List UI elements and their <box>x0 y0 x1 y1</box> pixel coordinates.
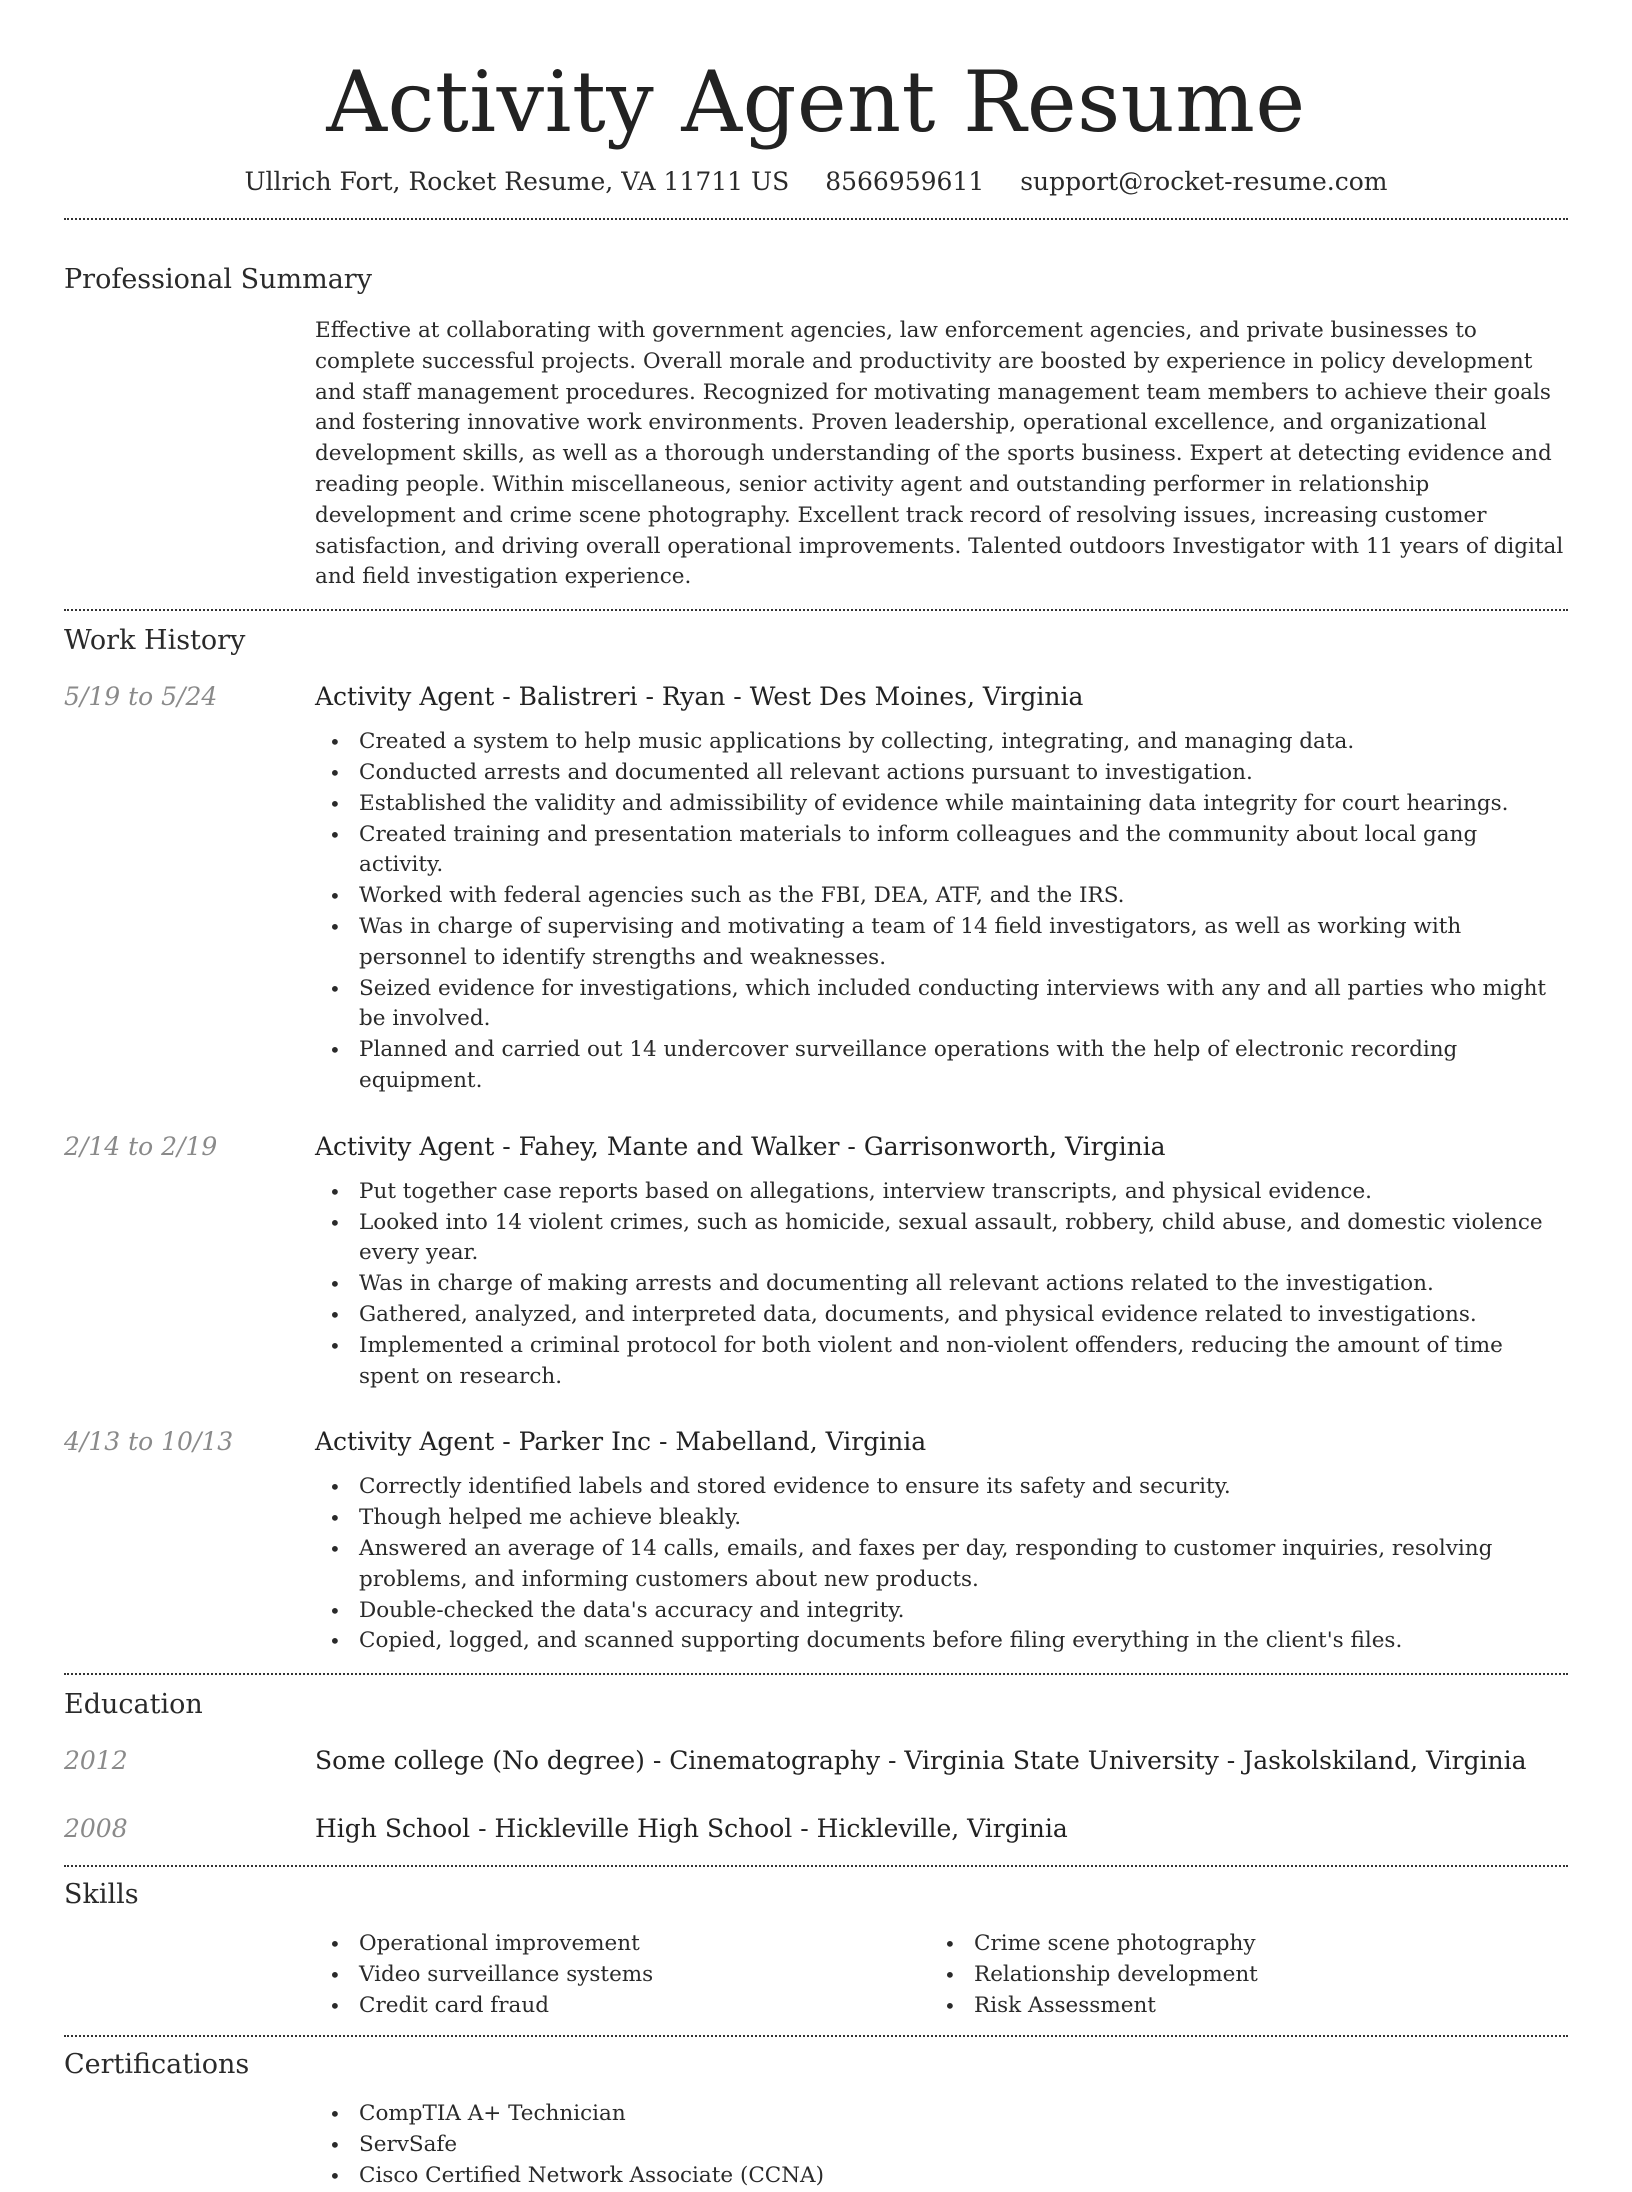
list-item: • Gathered, analyzed, and interpreted data, documents, and physical evidence related to investigations. <box>315 1300 1568 1331</box>
divider <box>64 2035 1568 2037</box>
list-item: • ServSafe <box>315 2130 1568 2161</box>
section-title-certifications: Certifications <box>64 2049 250 2081</box>
list-item: • Conducted arrests and documented all relevant actions pursuant to investigation. <box>315 758 1568 789</box>
list-item: • Implemented a criminal protocol for both violent and non-violent offenders, reducing the amount of time spent on research. <box>315 1331 1568 1393</box>
list-item: • Created training and presentation materials to inform colleagues and the community about local gang activity. <box>315 820 1568 882</box>
list-item: • Put together case reports based on allegations, interview transcripts, and physical evidence. <box>315 1177 1568 1208</box>
list-item: • Double-checked the data's accuracy and integrity. <box>315 1596 1568 1627</box>
job-entry <box>64 679 1568 1097</box>
list-item: • Relationship development <box>930 1960 1545 1991</box>
list-item: • Operational improvement <box>315 1929 930 1960</box>
list-item: • Risk Assessment <box>930 1991 1545 2022</box>
list-item: • Credit card fraud <box>315 1991 930 2022</box>
list-item: • Cisco Certified Network Associate (CCNA) <box>315 2161 1568 2192</box>
job-title: Activity Agent - Balistreri - Ryan - West Des Moines, Virginia <box>315 682 1084 712</box>
job-bullets <box>315 1472 1568 1657</box>
resume-title: Activity Agent Resume <box>326 53 1306 151</box>
job-entry <box>64 1424 1568 1657</box>
list-item: • Created a system to help music applications by collecting, integrating, and managing data. <box>315 727 1568 758</box>
education-title: High School - Hickleville High School - Hickleville, Virginia <box>315 1814 1068 1844</box>
list-item: • Copied, logged, and scanned supporting documents before filing everything in the client's files. <box>315 1626 1568 1657</box>
section-title-summary: Professional Summary <box>64 264 372 295</box>
job-dates: 4/13 to 10/13 <box>64 1427 234 1457</box>
summary-text: Effective at collaborating with government agencies, law enforcement agencies, and private businesses to complete successful projects. Overall morale and productivity are boosted by experience in policy development and staff management procedures. Recognized for motivating management team members to achieve their goals and fostering innovative work environments. Proven leadership, operational excellence, and organizational development skills, as well as a thorough understanding of the sports business. Expert at detecting evidence and reading people. Within miscellaneous, senior activity agent and outstanding performer in relationship development and crime scene photography. Excellent track record of resolving issues, increasing customer satisfaction, and driving overall operational improvements. Talented outdoors Investigator with 11 years of digital and field investigation experience. <box>315 318 1564 590</box>
list-item: • Worked with federal agencies such as the FBI, DEA, ATF, and the IRS. <box>315 881 1568 912</box>
education-title: Some college (No degree) - Cinematography - Virginia State University - Jaskolskiland, Virginia <box>315 1746 1527 1776</box>
contact-phone: 8566959611 <box>825 167 985 196</box>
job-bullets <box>315 727 1568 1097</box>
contact-email: support@rocket-resume.com <box>1020 167 1388 196</box>
list-item: • Though helped me achieve bleakly. <box>315 1503 1568 1534</box>
skills-column-left <box>315 1929 930 2021</box>
list-item: • Crime scene photography <box>930 1929 1545 1960</box>
list-item: • Established the validity and admissibility of evidence while maintaining data integrity for court hearings. <box>315 789 1568 820</box>
job-dates: 2/14 to 2/19 <box>64 1131 218 1161</box>
education-year: 2008 <box>64 1814 128 1844</box>
job-title: Activity Agent - Parker Inc - Mabelland, Virginia <box>315 1427 927 1457</box>
certifications-list <box>315 2099 1568 2191</box>
list-item: • Planned and carried out 14 undercover surveillance operations with the help of electronic recording equipment. <box>315 1035 1568 1097</box>
job-title: Activity Agent - Fahey, Mante and Walker - Garrisonworth, Virginia <box>315 1131 1166 1161</box>
section-title-skills: Skills <box>64 1879 139 1911</box>
resume-page <box>64 0 1568 2192</box>
contact-address: Ullrich Fort, Rocket Resume, VA 11711 US <box>244 167 790 196</box>
list-item: • Was in charge of supervising and motivating a team of 14 field investigators, as well as working with personnel to identify strengths and weaknesses. <box>315 912 1568 974</box>
education-entry <box>64 1811 1568 1847</box>
divider <box>64 1865 1568 1867</box>
section-title-education: Education <box>64 1689 203 1721</box>
education-entry <box>64 1743 1568 1779</box>
job-entry <box>64 1129 1568 1393</box>
divider <box>64 1673 1568 1675</box>
list-item: • Was in charge of making arrests and documenting all relevant actions related to the investigation. <box>315 1269 1568 1300</box>
list-item: • Correctly identified labels and stored evidence to ensure its safety and security. <box>315 1472 1568 1503</box>
education-year: 2012 <box>64 1746 128 1776</box>
section-title-work-history: Work History <box>64 625 246 657</box>
divider <box>64 218 1568 220</box>
list-item: • Seized evidence for investigations, which included conducting interviews with any and all parties who might be involved. <box>315 974 1568 1036</box>
job-bullets <box>315 1177 1568 1393</box>
list-item: • Looked into 14 violent crimes, such as homicide, sexual assault, robbery, child abuse, and domestic violence every year. <box>315 1208 1568 1270</box>
list-item: • Answered an average of 14 calls, emails, and faxes per day, responding to customer inquiries, resolving problems, and informing customers about new products. <box>315 1534 1568 1596</box>
skills-list <box>315 1929 1568 2021</box>
divider <box>64 609 1568 611</box>
job-dates: 5/19 to 5/24 <box>64 682 218 712</box>
skills-column-right <box>930 1929 1545 2021</box>
contact-line <box>64 164 1568 200</box>
list-item: • Video surveillance systems <box>315 1960 930 1991</box>
list-item: • CompTIA A+ Technician <box>315 2099 1568 2130</box>
